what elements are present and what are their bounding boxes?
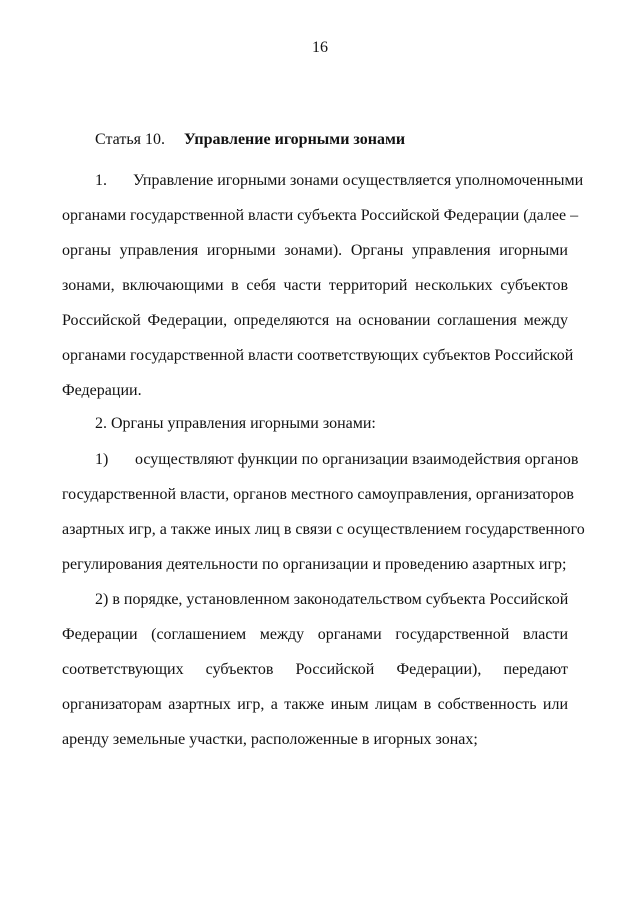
item-2-line-1: 2) в порядке, установленном законодательством субъекта Российской — [95, 591, 569, 608]
paragraph-1-line-4: зонами, включающими в себя части территорий нескольких субъектов — [62, 277, 568, 294]
paragraph-1-line-2: органами государственной власти субъекта Российской Федерации (далее – — [62, 207, 579, 224]
item-1-line-3: азартных игр, а также иных лиц в связи с осуществлением государственного — [62, 521, 585, 538]
page-number: 16 — [312, 39, 328, 56]
paragraph-1-line-7: Федерации. — [62, 382, 142, 399]
paragraph-1-line-3: органы управления игорными зонами). Органы управления игорными — [62, 242, 568, 259]
item-1-line-1: осуществляют функции по организации взаимодействия органов — [135, 451, 579, 468]
paragraph-2-intro: 2. Органы управления игорными зонами: — [95, 415, 376, 432]
item-2-line-3: соответствующих субъектов Российской Федерации), передают — [62, 661, 568, 678]
item-2-line-4: организаторам азартных игр, а также иным лицам в собственность или — [62, 696, 568, 713]
article-number: Статья 10. — [95, 131, 165, 148]
item-1-number: 1) — [95, 451, 109, 468]
item-1-line-4: регулирования деятельности по организации и проведению азартных игр; — [62, 556, 567, 573]
paragraph-1-line-6: органами государственной власти соответствующих субъектов Российской — [62, 347, 574, 364]
item-2-line-5: аренду земельные участки, расположенные в игорных зонах; — [62, 731, 478, 748]
paragraph-1-number: 1. — [95, 172, 107, 189]
article-title: Управление игорными зонами — [184, 131, 406, 148]
item-1-line-2: государственной власти, органов местного самоуправления, организаторов — [62, 486, 574, 503]
paragraph-1-line-5: Российской Федерации, определяются на основании соглашения между — [62, 312, 568, 329]
paragraph-1-line-1: Управление игорными зонами осуществляется уполномоченными — [133, 172, 584, 189]
item-2-line-2: Федерации (соглашением между органами государственной власти — [62, 626, 568, 643]
